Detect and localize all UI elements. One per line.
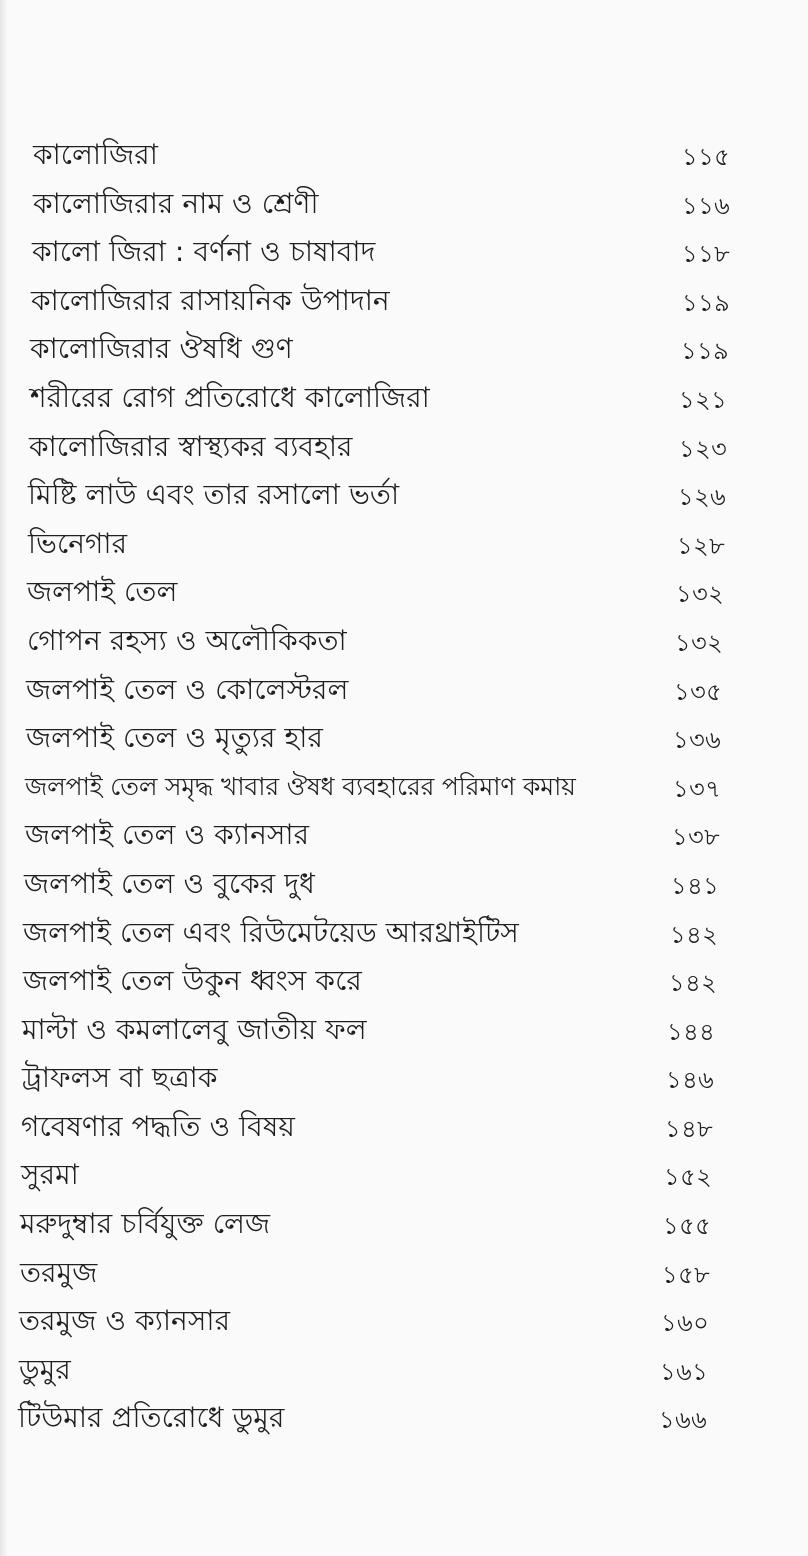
toc-entry-page-number: ১৩২	[675, 628, 724, 657]
toc-entry	[0, 526, 808, 575]
toc-entry-title: মাল্টা ও কমলালেবু জাতীয় ফল	[22, 1012, 367, 1046]
toc-entry-page-number: ১৩৮	[672, 823, 721, 852]
toc-entry	[0, 1400, 808, 1449]
toc-entry-title: জলপাই তেল ও মৃত্যুর হার	[26, 721, 323, 755]
toc-entry	[0, 380, 808, 429]
toc-entry	[0, 137, 808, 186]
toc-entry-title: জলপাই তেল সমৃদ্ধ খাবার ঔষধ ব্যবহারের পরিমাণ কমায়	[25, 771, 576, 801]
toc-entry	[0, 283, 808, 332]
toc-entry	[0, 866, 808, 915]
toc-entry-page-number: ১২১	[679, 385, 728, 414]
toc-entry-title: মরুদুম্বার চর্বিযুক্ত লেজ	[20, 1207, 271, 1241]
toc-entry-page-number: ১৫২	[664, 1163, 713, 1192]
toc-entry	[0, 574, 808, 623]
toc-entry	[0, 477, 808, 526]
toc-entry	[0, 1255, 808, 1304]
toc-entry	[0, 1109, 808, 1158]
toc-entry-title: কালোজিরার নাম ও শ্রেণী	[33, 186, 319, 220]
toc-entry-page-number: ১২৩	[679, 434, 728, 463]
toc-entry-page-number: ১৪৮	[665, 1114, 714, 1143]
toc-entry-page-number: ১৪১	[671, 871, 720, 900]
toc-entry	[0, 720, 808, 769]
toc-entry-page-number: ১২৬	[678, 483, 727, 512]
toc-entry-title: ট্রাফলস বা ছত্রাক	[22, 1061, 218, 1095]
toc-entry-title: জলপাই তেল ও ক্যানসার	[25, 818, 310, 852]
toc-entry-title: তরমুজ ও ক্যানসার	[19, 1304, 231, 1338]
toc-entry	[0, 817, 808, 866]
toc-entry-page-number: ১২৮	[677, 531, 726, 560]
toc-entry-page-number: ১৬৬	[659, 1406, 708, 1435]
toc-entry-title: জলপাই তেল এবং রিউমেটয়েড আরথ্রাইটিস	[23, 915, 519, 949]
toc-entry	[0, 769, 808, 818]
toc-entry-title: তরমুজ	[20, 1255, 98, 1289]
toc-entry-page-number: ১৬০	[661, 1309, 710, 1338]
toc-entry	[0, 1352, 808, 1401]
toc-entry-page-number: ১৩৫	[674, 677, 723, 706]
toc-entry-title: কালোজিরা	[33, 138, 158, 171]
toc-entry-title: গোপন রহস্য ও অলৌকিকতা	[27, 623, 347, 657]
toc-entry-title: জলপাই তেল ও বুকের দুধ	[24, 866, 315, 900]
toc-entry-page-number: ১১৯	[681, 337, 730, 366]
toc-entry-page-number: ১৪২	[669, 969, 718, 998]
toc-entry-page-number: ১৪৬	[666, 1066, 715, 1095]
toc-entry-page-number: ১৩৬	[673, 726, 722, 755]
toc-entry-page-number: ১৪৪	[667, 1017, 716, 1046]
toc-entry	[0, 1303, 808, 1352]
toc-entry	[0, 963, 808, 1012]
toc-entry-title: কালোজিরার স্বাস্থ্যকর ব্যবহার	[29, 429, 353, 463]
toc-entry	[0, 672, 808, 721]
toc-entry-title: ডুমুর	[19, 1352, 71, 1386]
toc-entry-page-number: ১১৬	[682, 191, 731, 220]
toc-entry-page-number: ১৩২	[676, 580, 725, 609]
toc-entry-title: কালোজিরার রাসায়নিক উপাদান	[31, 283, 390, 317]
toc-entry-title: গবেষণার পদ্ধতি ও বিষয়	[21, 1109, 295, 1143]
toc-entry	[0, 915, 808, 964]
toc-entry	[0, 234, 808, 283]
toc-entry	[0, 1012, 808, 1061]
toc-entry-title: ভিনেগার	[28, 526, 128, 560]
toc-entry-page-number: ১৩৭	[673, 774, 722, 803]
toc-entry	[0, 331, 808, 380]
toc-entry	[0, 1206, 808, 1255]
toc-entry-page-number: ১১৮	[682, 240, 731, 269]
toc-entry-title: জলপাই তেল উকুন ধ্বংস করে	[23, 964, 362, 998]
toc-entry-title: কালো জিরা : বর্ণনা ও চাষাবাদ	[32, 235, 376, 269]
toc-entry	[0, 623, 808, 672]
toc-entry-page-number: ১৬১	[660, 1357, 709, 1386]
toc-entry-page-number: ১১৫	[682, 143, 731, 171]
toc-entry	[0, 429, 808, 478]
toc-entry	[0, 1157, 808, 1206]
toc-entry-title: জলপাই তেল	[27, 575, 178, 609]
toc-entry-title: সুরমা	[21, 1158, 79, 1192]
toc-entry-page-number: ১৫৫	[663, 1212, 712, 1241]
toc-entry-page-number: ১৪২	[670, 920, 719, 949]
toc-entry-title: কালোজিরার ঔষধি গুণ	[30, 332, 293, 366]
toc-entry	[0, 186, 808, 235]
toc-entry-page-number: ১৫৮	[662, 1260, 711, 1289]
toc-entry-title: টিউমার প্রতিরোধে ডুমুর	[18, 1401, 285, 1435]
toc-entry-page-number: ১১৯	[682, 288, 731, 317]
toc-entry-title: শরীরের রোগ প্রতিরোধে কালোজিরা	[30, 380, 430, 414]
toc-entry-title: জলপাই তেল ও কোলেস্টরল	[26, 672, 349, 706]
toc-entry-title: মিষ্টি লাউ এবং তার রসালো ভর্তা	[28, 478, 400, 512]
toc-entry	[0, 1060, 808, 1109]
table-of-contents	[0, 137, 808, 1449]
